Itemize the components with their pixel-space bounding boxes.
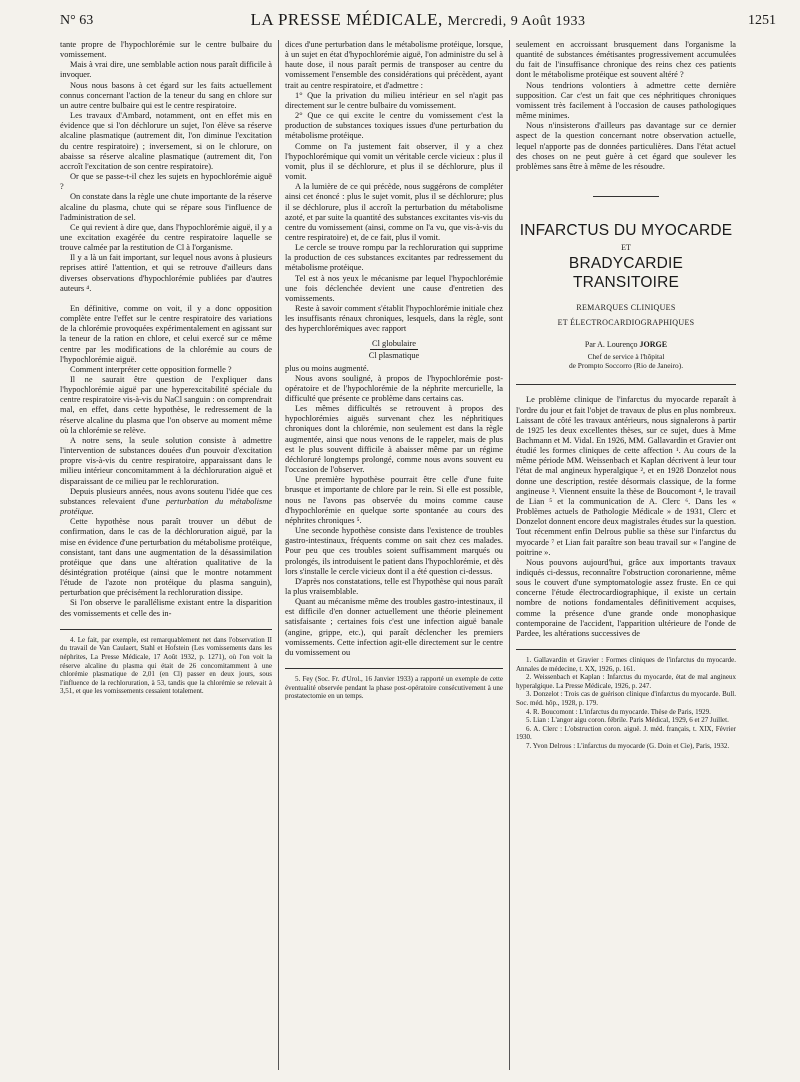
paragraph: Comme on l'a justement fait observer, il y a chez l'hypochlorémique qui vomit un véritable cercle vicieux : plus il vomit, plus il se déchlorure, et plus il se déchlorure, plus il vomit. xyxy=(285,141,503,182)
paragraph: Reste à savoir comment s'établit l'hypochlorémie initiale chez les insuffisants rénaux chroniques, lesquels, dans la règle, sont des hyperchlorémiques avec rapport xyxy=(285,304,503,334)
article-title-second: BRADYCARDIE TRANSITOIRE xyxy=(568,255,684,292)
reference-item: 2. Weissenbach et Kaplan : Infarctus du myocarde, état de mal angineux hyperalgique. La Presse Médicale, 1926, p. 247. xyxy=(516,673,736,690)
fraction-numerator: Cl globulaire xyxy=(372,338,416,348)
paragraph: Comment interpréter cette opposition formelle ? xyxy=(70,364,232,374)
paragraph: A la lumière de ce qui précède, nous suggérons de compléter ainsi cet énoncé : plus le sujet vomit, plus il se déchlorure; plus il se déchlorure, plus il accroît la perturbation du métabolisme azoté, et par suite la quantité des substances excitantes vis-vis du centre du vomissement (ainsi, comme on l'a vu, que vis-à-vis du centre respiratoire) et, de ce fait, plus il vomit. xyxy=(285,182,503,242)
paragraph: En définitive, comme on voit, il y a donc opposition complète entre l'effet sur le centre respiratoire des variations de la chlorémie provoquées expérimentalement en agissant sur la teneur de la ration en chlore, et celui exercé sur ce même centre par les modifications de la chlorémie au cours de l'hypochlorémie aiguë. xyxy=(60,303,272,364)
paragraph: Or que se passe-t-il chez les sujets en hypochlorémie aiguë ? xyxy=(60,172,272,192)
paragraph: Cette hypothèse nous paraît trouver un début de confirmation, dans le cas de la déchloruration aiguë, par la mise en évidence d'une perturbation du métabolisme protéique, consistant, tant dans une augmentation de la désassimilation protéique que dans une altération qualitative de la désintégration protéique (ainsi que le montre notamment l'étude de l'azote non protéique du plasma sanguin), perturbation que précisément la rechloruration dissipe. xyxy=(60,517,272,598)
reference-item: 5. Lian : L'angor aigu coron. fébrile. Paris Médical, 1929, 6 et 27 Juillet. xyxy=(526,716,729,725)
column-divider xyxy=(509,40,510,1070)
subtitle-line: REMARQUES CLINIQUES xyxy=(576,303,676,313)
footnote-rule xyxy=(516,649,736,650)
paragraph: Une première hypothèse pourrait être celle d'une fuite brusque et importante de chlore par le rein. Si elle est possible, nous ne l'avons pas observée du moins comme cause d'hypochlorémie en quelque sorte spontanée au cours des néphrites chroniques ⁵. xyxy=(285,475,503,525)
issue-date: Mercredi, 9 Août 1933 xyxy=(447,14,586,29)
paragraph: Ce qui revient à dire que, dans l'hypochlorémie aiguë, il y a une excitation exagérée du centre respiratoire laquelle se trouve calmée par la restitution de Cl à l'organisme. xyxy=(60,222,272,253)
subtitle-line: ET ÉLECTROCARDIOGRAPHIQUES xyxy=(557,318,695,328)
paragraph: Une seconde hypothèse consiste dans l'existence de troubles gastro-intestinaux, fréquents comme on sait chez ces malades. Pour peu que ces troubles soient suffisamment marqués ou prolongés, ils introduisent le patient dans l'hypochlorémie, et dès lors s'installe le cercle vicieux dont il a été question ci-dessus. xyxy=(285,526,503,576)
column-divider xyxy=(278,40,279,1070)
paragraph: Il ne saurait être question de l'expliquer dans l'hypochlorémie aiguë par une hyperexcitabilité spéciale du centre respiratoire vis-à-vis du NaCl sanguin : on comprendrait mal, en effet, dans cette hypothèse, le redressement de la réserve alcaline du plasma que l'on observe au moment même où la chlorémie se relève. xyxy=(60,375,272,435)
page-number: 1251 xyxy=(748,13,776,28)
article-subtitle xyxy=(516,300,736,330)
footnote: 5. Fey (Soc. Fr. d'Urol., 16 Janvier 1933) a rapporté un exemple de cette éventualité observée pendant la phase post-opératoire consécutivement à une prostatectomie en un temps. xyxy=(285,675,503,701)
paragraph: 2° Que ce qui excite le centre du vomissement c'est la production de substances toxiques issues d'une perturbation du métabolisme protéique. xyxy=(285,111,503,141)
affiliation-line: de Prompto Soccorro (Rio de Janeiro). xyxy=(568,361,684,371)
paragraph: Le cercle se trouve rompu par la rechloruration qui supprime la production de ces substances excitantes par redressement du métabolisme protéique. xyxy=(285,243,503,273)
footnote: 4. Le fait, par exemple, est remarquablement net dans l'observation II du travail de Van Caulaert, Stahl et Hofstein (Les vomissements dans les néphrites, La Presse Médicale, 17 Août 1932, p. 1271), où l'on voit la réserve alcaline du plasma qui était de 26 concomitamment à une chlorémie plasmatique de 2,01 (en Cl) passer en deux jours, sous l'influence de la rechloruration, à 53, tandis que la chlorémie se relevait à 3,51, et que les vomissements cessaient totalement. xyxy=(60,635,272,696)
page-header xyxy=(60,10,776,34)
reference-item: 1. Gallavardin et Gravier : Formes cliniques de l'infarctus du myocarde. Annales de médecine, t. XX, 1926, p. 161. xyxy=(516,656,736,673)
reference-item: 6. A. Clerc : L'obstruction coron. aiguë. J. méd. français, t. XIX, Février 1930. xyxy=(516,724,736,742)
reference-item: 7. Yvon Delrous : L'infarctus du myocarde (G. Doin et Cie), Paris, 1932. xyxy=(526,742,730,751)
paragraph: Le problème clinique de l'infarctus du myocarde reparaît à l'ordre du jour et fait l'objet de travaux de plus en plus nombreux. Laissant de côté les travaux antérieurs, nous signalerons à partir de 1925 les deux excellentes thèses, sur ce sujet, dues à Mme Bachmann et M. Vidal. En 1926, MM. Gallavardin et Gravier ont étudié les formes cliniques de cette affection ¹. Au cours de la même période MM. Weissenbach et Kaplan décrivent à leur tour l'état de mal angineux hyperalgique ², et en 1928 Donzelot nous donne une description, restée désormais classique, de la forme angineuse ³. Viennent ensuite la thèse de Boucomont ⁴, le travail de Lian ⁵ et la communication de A. Clerc ⁶. Dans les « Problèmes actuels de Pathologie Médicale » de 1931, Clerc et Donzelot donnent encore deux magistrales études sur la question. Tout récemment enfin Delrous publie sa thèse sur l'infarctus du myocarde ⁷ et Lian fait paraître son beau travail sur « l'angine de poitrine ». xyxy=(516,395,736,557)
paragraph: 1° Que la privation du milieu intérieur en sel n'agit pas directement sur le centre bulbaire du vomissement. xyxy=(285,90,503,110)
paragraph: seulement en accroissant brusquement dans l'organisme la quantité de substances émétisantes progressivement accumulées du fait de l'insuffisance chronique des reins chez ces patients dont le métabolisme protéique est souvent altéré ? xyxy=(516,40,736,80)
paragraph: Les mêmes difficultés se retrouvent à propos des hypochlorémies aiguës survenant chez les néphritiques chroniques dont la chlorémie, non seulement est dans la règle augmentée, ainsi que nous venons de le rappeler, mais de plus est le plus souvent difficile à abaisser même par un régime déchloruré longtemps prolongé, comme nous avons souvent eu l'occasion de l'observer. xyxy=(285,404,503,475)
section-separator xyxy=(593,196,659,197)
paragraph: Nous n'insisterons d'ailleurs pas davantage sur ce dernier aspect de la question concernant notre observation actuelle, lequel n'apporte pas de données particulières. Dans l'état actuel des choses on ne peut guère à cet égard que soulever les problèmes sans être à même de les résoudre. xyxy=(516,121,736,171)
article-title-conjunction: ET xyxy=(621,243,631,253)
article-author xyxy=(516,340,736,350)
issue-number: N° 63 xyxy=(60,13,94,28)
ratio-fraction xyxy=(285,338,503,361)
paragraph: plus ou moins augmenté. xyxy=(285,363,369,373)
reference-item: 3. Donzelot : Trois cas de guérison clinique d'infarctus du myocarde. Bull. Soc. méd. hôp., 1928, p. 179. xyxy=(516,690,736,708)
author-prefix: Par A. Lourenço xyxy=(584,340,640,350)
paragraph: Nous nous basons à cet égard sur les faits actuellement connus concernant l'action de la teneur du sang en chlore sur un autre centre bulbaire qui est le centre respiratoire. xyxy=(60,80,272,110)
paragraph: dices d'une perturbation dans le métabolisme protéique, lorsque, à un sujet en état d'hypochlorémie aiguë, l'on administre du sel à haute dose, il nous paraît permis de transposer au centre du vomissement l'ensemble des considérations qui précèdent, ayant trait au centre respiratoire, et d'admettre : xyxy=(285,40,503,90)
paragraph: Nous tendrions volontiers à admettre cette dernière supposition. Car c'est un fait que ces néphritiques chroniques vomissent très facilement à l'occasion de causes pathologiques même minimes. xyxy=(516,80,736,121)
paragraph: Mais à vrai dire, une semblable action nous paraît difficile à invoquer. xyxy=(60,60,272,80)
article-title: INFARCTUS DU MYOCARDE xyxy=(519,222,733,240)
author-name: JORGE xyxy=(639,340,668,350)
footnote-rule xyxy=(60,629,272,630)
text-run: Depuis plusieurs années, nous avons soutenu l'idée que ces substances relevaient d'une xyxy=(60,486,272,506)
footnote-rule xyxy=(285,668,503,669)
paragraph: Tel est à nos yeux le mécanisme par lequel l'hypochlorémie une fois déclenchée devient une cause d'entretien des vomissements. xyxy=(285,273,503,303)
paragraph: Quant au mécanisme même des troubles gastro-intestinaux, il est difficile d'en donner actuellement une théorie pleinement satisfaisante ; certaines fois c'est une infection aiguë banale (angine, grippe, etc.), qui paraît déclencher les premiers vomissements. Cette infection agit-elle directement sur le centre du vomissement ou xyxy=(285,597,503,657)
author-affiliation xyxy=(516,352,736,370)
affiliation-line: Chef de service à l'hôpital xyxy=(587,352,665,362)
column-2 xyxy=(285,40,503,701)
paragraph: A notre sens, la seule solution consiste à admettre l'intervention de substances douées d'un pouvoir d'excitation propre vis-à-vis du centre respiratoire, apparaissant dans le milieu intérieur concomitamment à la déchloruration aiguë et disparaissant de ce milieu par le rechloruration. xyxy=(60,435,272,486)
paragraph: Il y a là un fait important, sur lequel nous avons à plusieurs reprises attiré l'attention, et qui se retrouve d'ailleurs dans diverses observations d'hypochlorémie publiées par d'autres auteurs ⁴. xyxy=(60,253,272,293)
paragraph: On constate dans la règle une chute importante de la réserve alcaline du plasma, chute qui se répare sous l'influence de l'administration de sel. xyxy=(60,192,272,222)
journal-title xyxy=(60,10,776,30)
journal-name: LA PRESSE MÉDICALE, xyxy=(250,10,443,29)
paragraph: D'après nos constatations, telle est l'hypothèse qui nous paraît la plus vraisemblable. xyxy=(285,576,503,596)
text-run-italic: perturbation du métabolisme protéique. xyxy=(60,496,272,517)
paragraph: Nous pouvons aujourd'hui, grâce aux importants travaux indiqués ci-dessus, reconnaître l'obstruction coronarienne, même sous le couvert d'une symptomatologie assez fruste. En ce qui concerne l'étude électrocardiographique, il existe un certain nombre de notions fondamentales définitivement acquises, comme la présence d'une grande onde monophasique contemporaine de l'accident, l'apparition ultérieure de l'onde de Pardee, les altérations successives de xyxy=(516,557,736,638)
paragraph: Nous avons souligné, à propos de l'hypochlorémie post-opératoire et de l'hypochlorémie de la néphrite mercurielle, la difficulté que présente ce problème dans certains cas. xyxy=(285,373,503,403)
article-rule xyxy=(516,384,736,385)
column-1 xyxy=(60,40,272,696)
paragraph xyxy=(60,487,272,517)
paragraph: Si l'on observe le parallélisme existant entre la disparition des vomissements et celle des in- xyxy=(60,598,272,618)
fraction-denominator: Cl plasmatique xyxy=(368,350,420,360)
paragraph: tante propre de l'hypochlorémie sur le centre bulbaire du vomissement. xyxy=(60,40,272,60)
paragraph: Les travaux d'Ambard, notamment, ont en effet mis en évidence que si l'on déchlorure un sujet, l'on élève sa réserve alcaline plasmatique (autrement dit, l'on diminue l'excitation du centre respiratoire) ; inversement, si on le chlorure, on abaisse sa réserve alcaline plasmatique (autrement dit, l'on accroît l'excitation de son centre respiratoire). xyxy=(60,111,272,171)
reference-item: 4. R. Boucomont : L'infarctus du myocarde. Thèse de Paris, 1929. xyxy=(526,707,711,716)
column-3 xyxy=(516,40,736,751)
